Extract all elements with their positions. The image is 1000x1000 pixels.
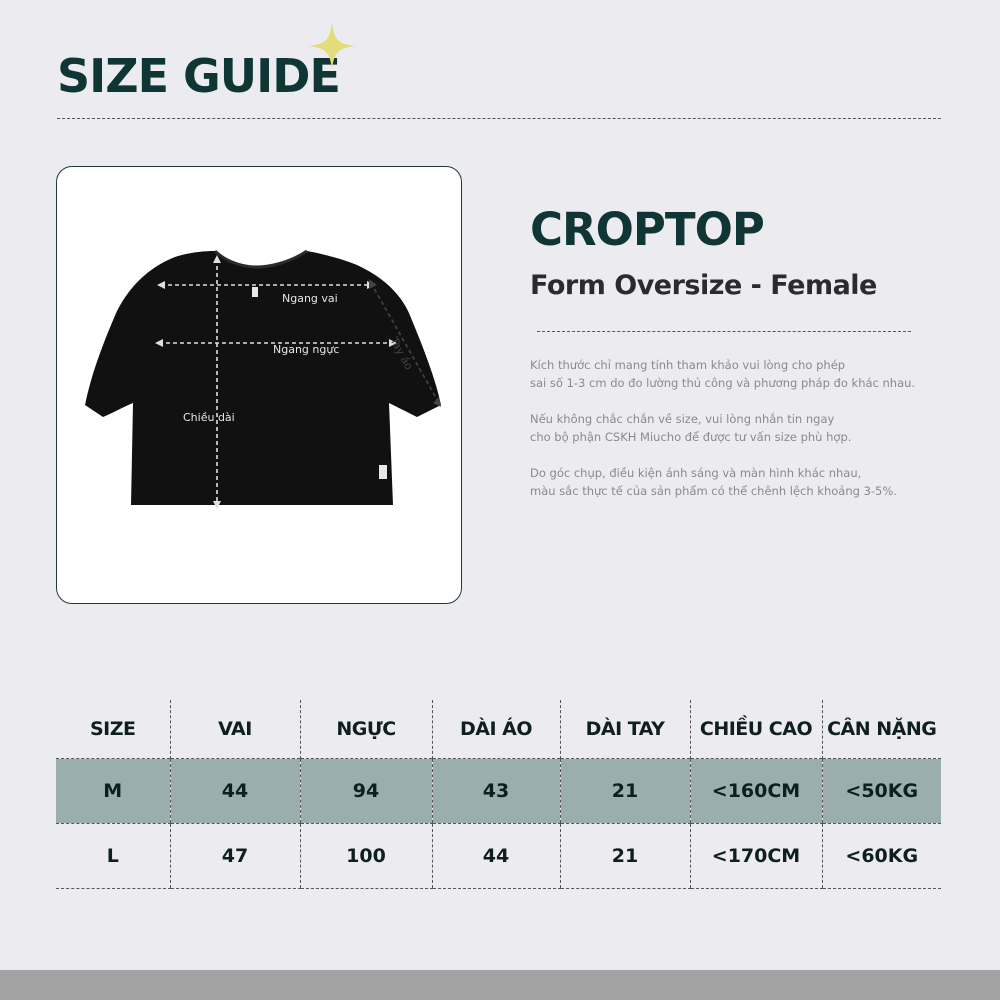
header-divider bbox=[57, 118, 941, 119]
note-contact: Nếu không chắc chắn về size, vui lòng nhắn tin ngay cho bộ phận CSKH Miucho để được tư vấn size phù hợp. bbox=[530, 412, 852, 444]
product-subtitle: Form Oversize - Female bbox=[530, 270, 877, 301]
header-shoulder: VAI bbox=[170, 700, 300, 759]
header-weight: CÂN NẶNG bbox=[822, 700, 941, 759]
table-cell: 21 bbox=[560, 759, 690, 824]
table-cell: 43 bbox=[432, 759, 560, 824]
header-size: SIZE bbox=[89, 718, 136, 740]
header-length: DÀI ÁO bbox=[432, 700, 560, 759]
table-cell: 47 bbox=[170, 824, 300, 889]
product-divider bbox=[537, 331, 911, 332]
table-cell: 94 bbox=[300, 759, 432, 824]
croptop-shirt-icon bbox=[57, 167, 462, 604]
length-label: Chiều dài bbox=[183, 411, 235, 424]
hem-tag bbox=[379, 465, 387, 479]
table-row bbox=[56, 824, 941, 889]
table-cell: <50KG bbox=[822, 759, 941, 824]
table-cell: 44 bbox=[170, 759, 300, 824]
table-header-row bbox=[56, 700, 941, 759]
page-title: SIZE GUIDE bbox=[57, 49, 340, 103]
size-table bbox=[56, 700, 941, 889]
table-row bbox=[56, 759, 941, 824]
table-cell: M bbox=[56, 759, 170, 824]
product-title: CROPTOP bbox=[530, 203, 764, 256]
shoulder-label: Ngang vai bbox=[282, 292, 338, 305]
header-sleeve: DÀI TAY bbox=[560, 700, 690, 759]
note-color: Do góc chụp, điều kiện ánh sáng và màn hình khác nhau, màu sắc thực tế của sản phẩm có thể chênh lệch khoảng 3-5%. bbox=[530, 466, 897, 498]
table-cell: 100 bbox=[300, 824, 432, 889]
note-measurement: Kích thước chỉ mang tính tham khảo vui lòng cho phép sai số 1-3 cm do đo lường thủ công và phương pháp đo khác nhau. bbox=[530, 358, 916, 390]
table-cell: L bbox=[56, 824, 170, 889]
header-chest: NGỰC bbox=[300, 700, 432, 759]
neck-tag bbox=[252, 287, 258, 297]
sleeve-label: Tay áo bbox=[387, 335, 416, 373]
product-photo-card bbox=[56, 166, 462, 604]
table-cell: <60KG bbox=[822, 824, 941, 889]
table-cell: <160CM bbox=[690, 759, 822, 824]
header-height: CHIỀU CAO bbox=[690, 700, 822, 759]
table-cell: 21 bbox=[560, 824, 690, 889]
table-cell: 44 bbox=[432, 824, 560, 889]
sparkle-icon bbox=[306, 20, 358, 72]
table-cell: <170CM bbox=[690, 824, 822, 889]
footer-band bbox=[0, 970, 1000, 1000]
chest-label: Ngang ngực bbox=[273, 343, 340, 356]
